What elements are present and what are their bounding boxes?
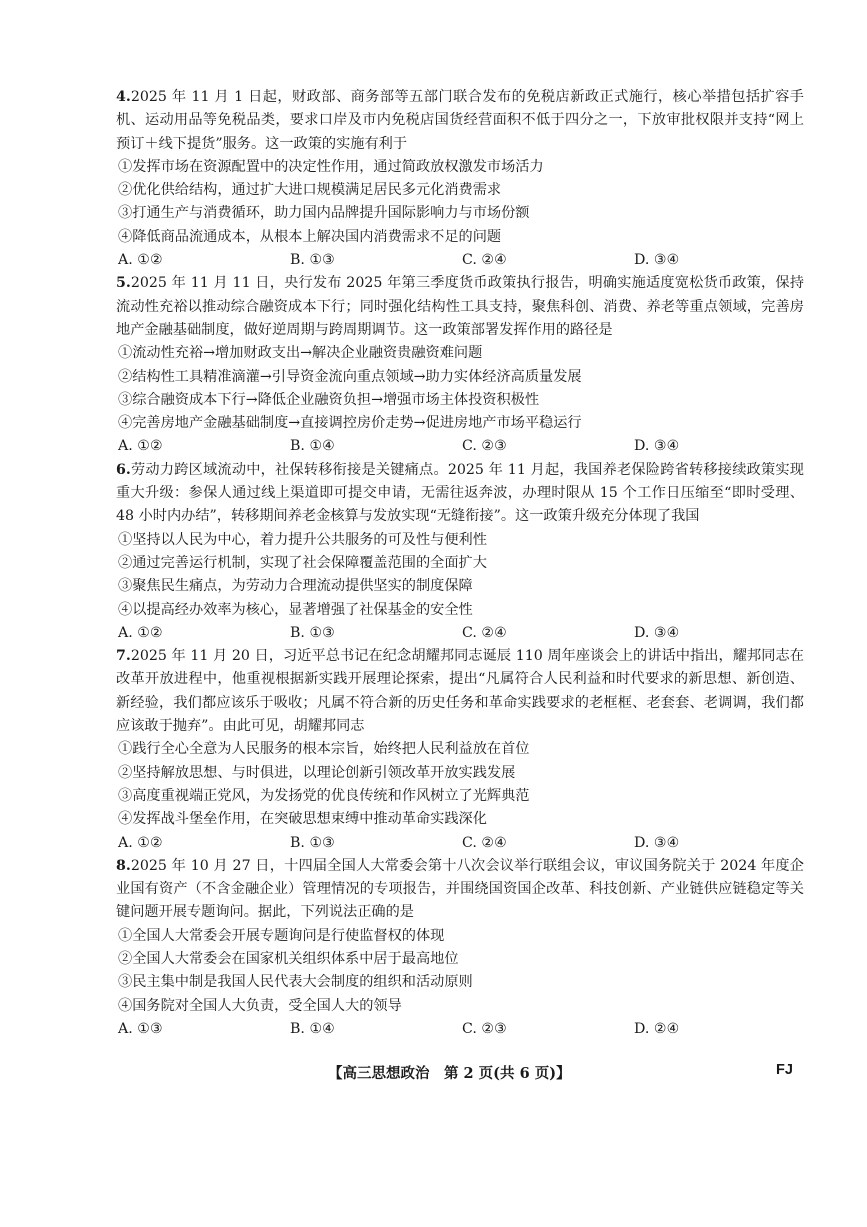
answer-c: C. ②④: [462, 834, 507, 851]
question-6: [116, 459, 804, 645]
answer-c: C. ②③: [462, 1020, 507, 1037]
option-1: ①发挥市场在资源配置中的决定性作用，通过简政放权激发市场活力: [118, 158, 544, 175]
answer-c: C. ②③: [462, 438, 507, 455]
question-text: 2025 年 10 月 27 日，十四届全国人大常委会第十八次会议举行联组会议，审议国务院关于 2024 年度企业国有资产（不含金融企业）管理情况的专项报告，并围绕国资国企改革、科技创新、产业链供应链稳定等关键问题开展专题询问。据此，下列说法正确的是: [116, 857, 804, 921]
option-3: ③民主集中制是我国人民代表大会制度的组织和活动原则: [118, 974, 473, 991]
question-number: 8.: [116, 857, 131, 874]
question-4: [116, 86, 804, 272]
question-text: 2025 年 11 月 11 日，央行发布 2025 年第三季度货币政策执行报告，明确实施适度宽松货币政策，保持流动性充裕以推动综合融资成本下行；同时强化结构性工具支持，聚焦科创、消费、养老等重点领域，完善房地产金融基础制度，做好逆周期与跨周期调节。这一政策部署发挥作用的路径是: [116, 275, 804, 338]
question-text: 2025 年 11 月 20 日，习近平总书记在纪念胡耀邦同志诞辰 110 周年座谈会上的讲话中指出，耀邦同志在改革开放进程中，他重视根据新实践开展理论探索，提出“凡属符合人民利益和时代要求的新思想、新创造、新经验，我们都应该乐于吸收；凡属不符合新的历史任务和革命实践要求的老框框、老套套、老调调，我们都应该敢于抛弃”。由此可见，胡耀邦同志: [116, 648, 804, 735]
option-2: ②全国人大常委会在国家机关组织体系中居于最高地位: [118, 950, 459, 967]
option-4: ④国务院对全国人大负责，受全国人大的领导: [118, 997, 402, 1014]
question-5: [116, 272, 804, 458]
option-2: ②通过完善运行机制，实现了社会保障覆盖范围的全面扩大: [118, 554, 487, 571]
option-1: ①流动性充裕→增加财政支出→解决企业融资贵融资难问题: [118, 345, 483, 362]
answer-b: B. ①③: [290, 252, 335, 269]
option-1: ①坚持以人民为中心，着力提升公共服务的可及性与便利性: [118, 531, 487, 548]
answer-choices: [116, 435, 804, 458]
question-stem: [116, 272, 804, 342]
question-stem: [116, 855, 804, 925]
option-1: ①践行全心全意为人民服务的根本宗旨，始终把人民利益放在首位: [118, 741, 530, 758]
question-stem: [116, 645, 804, 738]
option-4: ④完善房地产金融基础制度→直接调控房价走势→促进房地产市场平稳运行: [118, 415, 582, 432]
page-footer: [0, 1062, 867, 1084]
option-3: ③聚焦民生痛点，为劳动力合理流动提供坚实的制度保障: [118, 578, 473, 595]
question-text: 2025 年 11 月 1 日起，财政部、商务部等五部门联合发布的免税店新政正式施行，核心举措包括扩容手机、运动用品等免税品类，要求口岸及市内免税店国货经营面积不低于四分之一，下放审批权限并支持“网上预订＋线下提货”服务。这一政策的实施有利于: [116, 89, 804, 152]
option-4: ④发挥战斗堡垒作用，在突破思想束缚中推动革命实践深化: [118, 811, 487, 828]
answer-d: D. ③④: [634, 438, 680, 455]
option-2: ②结构性工具精准滴灌→引导资金流向重点领域→助力实体经济高质量发展: [118, 368, 582, 385]
answer-d: D. ③④: [634, 624, 680, 641]
answer-a: A. ①②: [118, 438, 163, 455]
answer-choices: [116, 622, 804, 645]
question-7: [116, 645, 804, 855]
option-4: ④降低商品流通成本，从根本上解决国内消费需求不足的问题: [118, 228, 502, 245]
exam-page: [116, 86, 804, 1041]
answer-choices: [116, 249, 804, 272]
question-stem: [116, 459, 804, 529]
answer-d: D. ②④: [634, 1020, 680, 1037]
answer-a: A. ①②: [118, 624, 163, 641]
option-3: ③高度重视端正党风，为发扬党的优良传统和作风树立了光辉典范: [118, 787, 530, 804]
answer-d: D. ③④: [634, 834, 680, 851]
option-3: ③综合融资成本下行→降低企业融资负担→增强市场主体投资积极性: [118, 391, 540, 408]
option-4: ④以提高经办效率为核心，显著增强了社保基金的安全性: [118, 601, 473, 618]
question-number: 5.: [116, 275, 131, 292]
answer-a: A. ①③: [118, 1020, 163, 1037]
question-stem: [116, 86, 804, 156]
question-text: 劳动力跨区域流动中，社保转移衔接是关键痛点。2025 年 11 月起，我国养老保险跨省转移接续政策实现重大升级：参保人通过线上渠道即可提交申请，无需往返奔波，办理时限从 15 个工作日压缩至“即时受理、48 小时内办结”，转移期间养老金核算与发放实现“无缝衔接”。这一政策升级充分体现了我国: [116, 461, 804, 525]
answer-b: B. ①④: [290, 1020, 335, 1037]
answer-c: C. ②④: [462, 624, 507, 641]
option-3: ③打通生产与消费循环，助力国内品牌提升国际影响力与市场份额: [118, 205, 530, 222]
answer-b: B. ①③: [290, 624, 335, 641]
answer-a: A. ①②: [118, 252, 163, 269]
answer-c: C. ②④: [462, 252, 507, 269]
answer-d: D. ③④: [634, 252, 680, 269]
answer-b: B. ①③: [290, 834, 335, 851]
question-number: 4.: [116, 89, 131, 105]
option-1: ①全国人大常委会开展专题询问是行使监督权的体现: [118, 927, 445, 944]
question-8: [116, 855, 804, 1041]
option-2: ②优化供给结构，通过扩大进口规模满足居民多元化消费需求: [118, 182, 502, 199]
option-2: ②坚持解放思想、与时俱进，以理论创新引领改革开放实践发展: [118, 764, 516, 781]
question-number: 6.: [116, 461, 131, 478]
answer-choices: [116, 832, 804, 855]
answer-a: A. ①②: [118, 834, 163, 851]
footer-code: FJ: [776, 1062, 793, 1078]
answer-b: B. ①④: [290, 438, 335, 455]
answer-choices: [116, 1018, 804, 1041]
question-number: 7.: [116, 648, 131, 665]
footer-title: 【高三思想政治 第 2 页(共 6 页)】: [328, 1065, 571, 1082]
